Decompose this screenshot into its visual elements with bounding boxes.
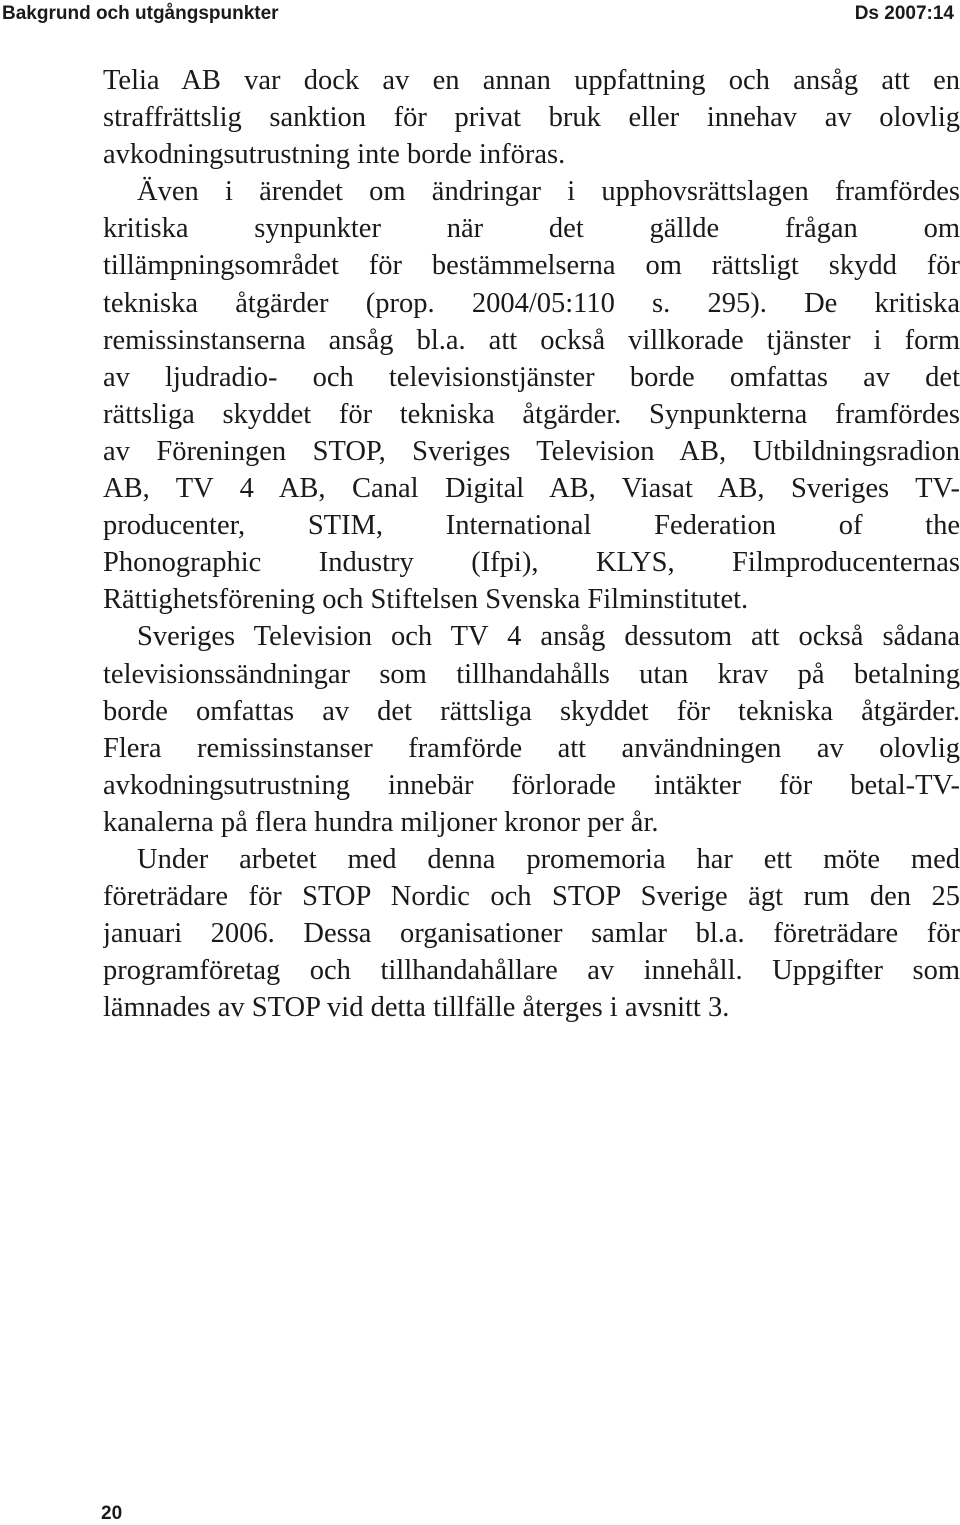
- text-line: rättsliga skyddet för tekniska åtgärder. Synpunkterna framfördes: [103, 398, 960, 430]
- page-header: [0, 0, 960, 30]
- text-line: av ljudradio- och televisionstjänster borde omfattas av det: [103, 361, 960, 393]
- text-line: straffrättslig sanktion för privat bruk eller innehav av olovlig: [103, 102, 960, 134]
- section-title: Bakgrund och utgångspunkter: [2, 3, 279, 24]
- text-line: kanalerna på flera hundra miljoner kronor per år.: [103, 806, 659, 838]
- text-line: av Föreningen STOP, Sveriges Television AB, Utbildningsradion: [103, 435, 960, 467]
- text-line: Rättighetsförening och Stiftelsen Svenska Filminstitutet.: [103, 584, 749, 616]
- page-number: 20: [101, 1503, 123, 1524]
- text-line: Flera remissinstanser framförde att användningen av olovlig: [103, 732, 960, 764]
- text-line: remissinstanserna ansåg bl.a. att också villkorade tjänster i form: [103, 324, 960, 356]
- text-line: programföretag och tillhandahållare av innehåll. Uppgifter som: [103, 955, 960, 987]
- text-line: avkodningsutrustning innebär förlorade intäkter för betal-TV-: [103, 769, 960, 801]
- text-line: Phonographic Industry (Ifpi), KLYS, Filmproducenternas: [103, 547, 960, 579]
- text-line: producenter, STIM, International Federation of the: [103, 510, 960, 542]
- text-line: Även i ärendet om ändringar i upphovsrättslagen framfördes: [137, 176, 960, 208]
- text-line: lämnades av STOP vid detta tillfälle återges i avsnitt 3.: [103, 992, 730, 1024]
- text-line: kritiska synpunkter när det gällde frågan om: [103, 213, 960, 245]
- text-line: Sveriges Television och TV 4 ansåg dessutom att också sådana: [137, 621, 960, 653]
- text-line: Telia AB var dock av en annan uppfattning och ansåg att en: [103, 65, 960, 96]
- document-id: Ds 2007:14: [854, 3, 954, 24]
- text-line: avkodningsutrustning inte borde införas.: [103, 139, 566, 171]
- body-text: [103, 62, 960, 1026]
- text-line: televisionssändningar som tillhandahålls utan krav på betalning: [103, 658, 960, 690]
- text-line: tekniska åtgärder (prop. 2004/05:110 s. 295). De kritiska: [103, 287, 960, 319]
- text-line: tillämpningsområdet för bestämmelserna om rättsligt skydd för: [103, 250, 960, 282]
- text-line: AB, TV 4 AB, Canal Digital AB, Viasat AB, Sveriges TV-: [103, 473, 960, 505]
- text-line: borde omfattas av det rättsliga skyddet för tekniska åtgärder.: [103, 695, 960, 727]
- text-line: företrädare för STOP Nordic och STOP Sverige ägt rum den 25: [103, 881, 960, 913]
- text-line: januari 2006. Dessa organisationer samlar bl.a. företrädare för: [103, 918, 960, 950]
- text-line: Under arbetet med denna promemoria har ett möte med: [137, 843, 960, 875]
